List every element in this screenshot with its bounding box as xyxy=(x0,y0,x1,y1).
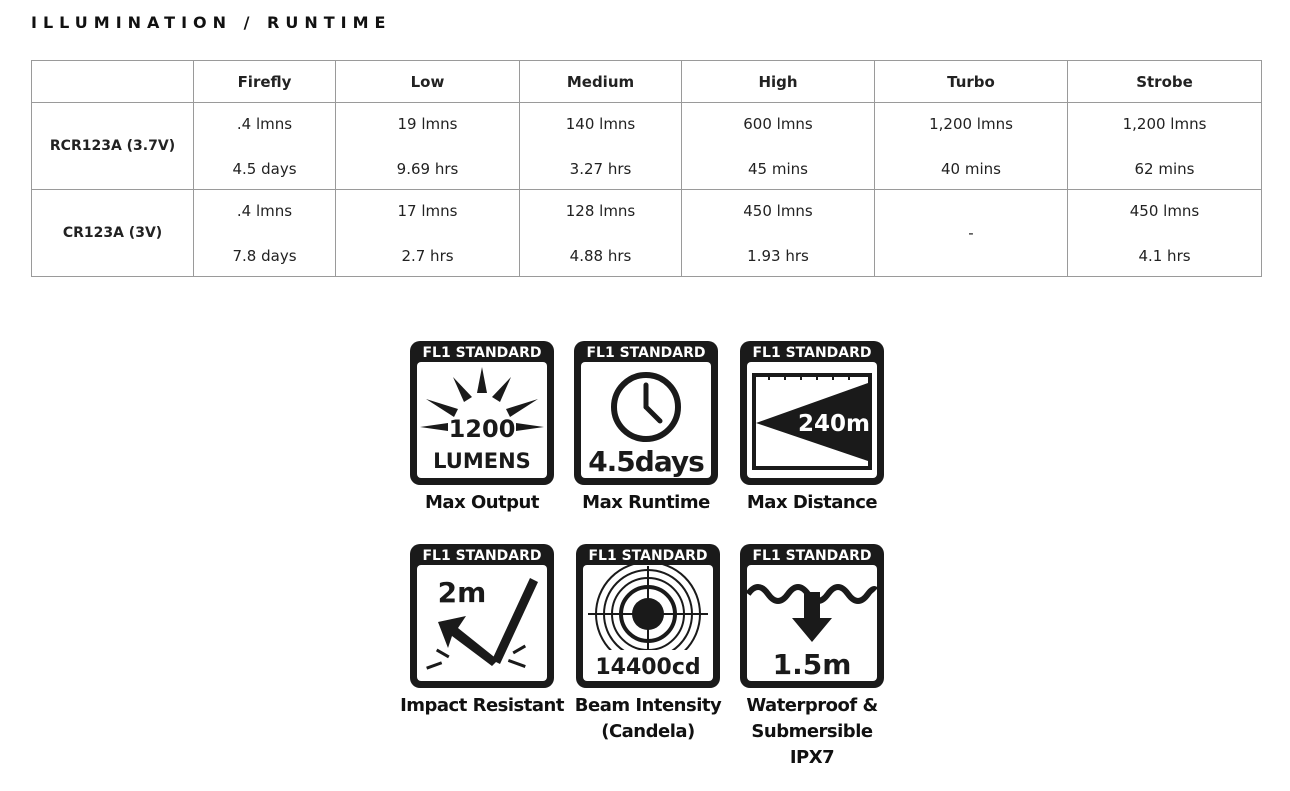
badge-header: FL1 STANDARD xyxy=(586,345,706,361)
badge-caption xyxy=(556,490,736,516)
section-title: ILLUMINATION / RUNTIME xyxy=(31,13,392,32)
caption-line: Waterproof & xyxy=(746,695,878,716)
output-value: 600 lmns xyxy=(743,114,813,133)
output-value: 19 lmns xyxy=(397,114,458,133)
row-label: CR123A (3V) xyxy=(32,190,194,277)
column-header-turbo: Turbo xyxy=(875,61,1068,103)
caption-line: Max Runtime xyxy=(582,492,710,513)
waterproof-badge xyxy=(738,542,886,690)
runtime-value: 9.69 hrs xyxy=(396,159,459,178)
max-distance-badge xyxy=(738,339,886,487)
caption-line: IPX7 xyxy=(789,747,835,768)
runtime-value: 40 mins xyxy=(941,159,1001,178)
caption-line: Submersible xyxy=(751,721,873,742)
impact-resistant-badge xyxy=(408,542,556,690)
badge-value: 1.5m xyxy=(772,648,852,681)
beam-intensity-badge xyxy=(574,542,722,690)
badge-caption xyxy=(392,693,572,719)
badge-header: FL1 STANDARD xyxy=(422,548,542,564)
output-value: 450 lmns xyxy=(743,201,813,220)
max-output-badge xyxy=(408,339,556,487)
column-header-high: High xyxy=(682,61,875,103)
runtime-value: 4.1 hrs xyxy=(1138,246,1191,265)
runtime-value: 1.93 hrs xyxy=(747,246,809,265)
caption-line: Max Output xyxy=(425,492,539,513)
runtime-value: 45 mins xyxy=(748,159,808,178)
output-value: 1,200 lmns xyxy=(1122,114,1207,133)
badge-unit: LUMENS xyxy=(433,449,531,473)
badge-value: 240m xyxy=(798,411,870,437)
badge-caption xyxy=(558,693,738,745)
badge-value: 14400cd xyxy=(595,655,701,680)
runtime-value: 2.7 hrs xyxy=(401,246,454,265)
badge-value: 2m xyxy=(437,576,487,609)
badge-header: FL1 STANDARD xyxy=(588,548,708,564)
row-label: RCR123A (3.7V) xyxy=(32,103,194,190)
runtime-value: 4.88 hrs xyxy=(569,246,632,265)
badge-caption xyxy=(722,490,902,516)
runtime-value: 7.8 days xyxy=(232,246,297,265)
column-header-firefly: Firefly xyxy=(194,61,336,103)
column-header-medium: Medium xyxy=(520,61,682,103)
badge-header: FL1 STANDARD xyxy=(752,345,872,361)
output-value: 128 lmns xyxy=(565,201,636,220)
column-header-low: Low xyxy=(336,61,520,103)
max-runtime-badge xyxy=(572,339,720,487)
table-cell-empty: - xyxy=(875,190,1068,277)
output-value: .4 lmns xyxy=(236,114,293,133)
runtime-value: 3.27 hrs xyxy=(569,159,632,178)
caption-line: (Candela) xyxy=(601,721,695,742)
output-value: 17 lmns xyxy=(397,201,458,220)
badge-value: 1200 xyxy=(448,415,516,443)
badge-header: FL1 STANDARD xyxy=(422,345,542,361)
caption-line: Beam Intensity xyxy=(574,695,722,716)
caption-line: Max Distance xyxy=(746,492,878,513)
badge-value: 4.5days xyxy=(588,445,704,478)
output-value: 450 lmns xyxy=(1129,201,1200,220)
badge-caption xyxy=(392,490,572,516)
badge-header: FL1 STANDARD xyxy=(752,548,872,564)
column-header-strobe: Strobe xyxy=(1068,61,1262,103)
caption-line: Impact Resistant xyxy=(400,695,564,716)
runtime-value: 4.5 days xyxy=(232,159,297,178)
output-value: 1,200 lmns xyxy=(929,114,1013,133)
runtime-value: 62 mins xyxy=(1134,159,1195,178)
output-value: 140 lmns xyxy=(565,114,636,133)
badge-caption xyxy=(722,693,902,771)
output-value: .4 lmns xyxy=(236,201,293,220)
